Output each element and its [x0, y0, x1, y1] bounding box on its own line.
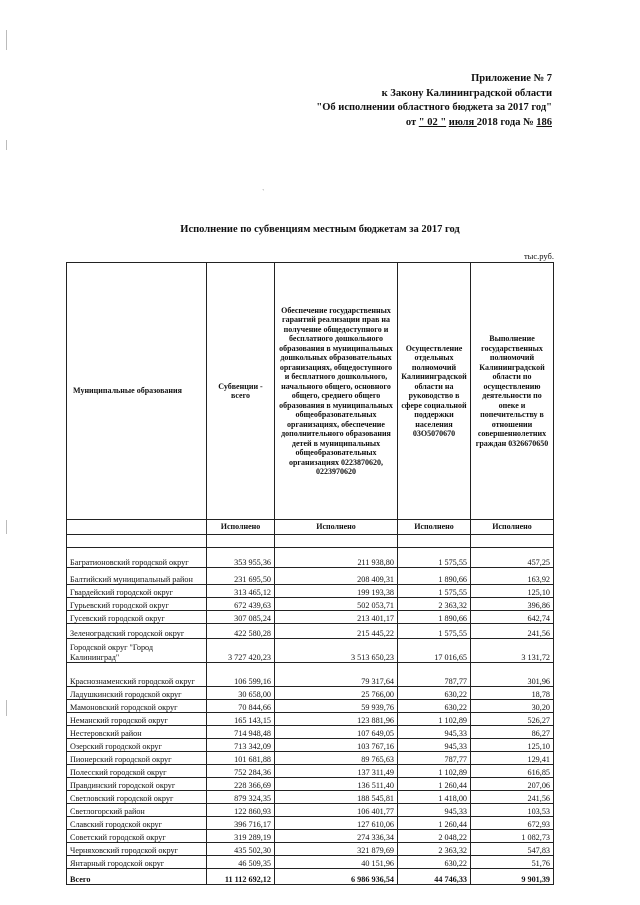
amount-cell: 787,77 — [398, 663, 471, 687]
table-header-row — [67, 263, 554, 520]
amount-cell: 79 317,64 — [275, 663, 398, 687]
amount-cell: 106 599,16 — [207, 663, 275, 687]
subheader-cell: Исполнено — [471, 520, 554, 535]
amount-cell: 103,53 — [471, 804, 554, 817]
amount-cell: 1 575,55 — [398, 548, 471, 568]
amount-cell: 30 658,00 — [207, 687, 275, 700]
appendix-law-ref: к Закону Калининградской области — [381, 87, 552, 99]
amount-cell: 9 901,39 — [471, 869, 554, 885]
table-row — [67, 663, 554, 687]
table-row — [67, 726, 554, 739]
amount-cell: 630,22 — [398, 687, 471, 700]
amount-cell: 396,86 — [471, 598, 554, 611]
table-row — [67, 700, 554, 713]
amount-cell: 2 363,32 — [398, 598, 471, 611]
header-social-support: Осуществление отдельных полномочий Калининградской области на руководство в сфере социальной поддержки населения 03О5070670 — [398, 263, 471, 520]
amount-cell: 213 401,17 — [275, 611, 398, 624]
municipality-name: Неманский городской округ — [67, 713, 207, 726]
scan-margin-marks — [6, 0, 8, 905]
table-row — [67, 713, 554, 726]
amount-cell: 526,27 — [471, 713, 554, 726]
amount-cell: 321 879,69 — [275, 843, 398, 856]
amount-cell: 616,85 — [471, 765, 554, 778]
amount-cell: 630,22 — [398, 856, 471, 869]
amount-cell: 46 509,35 — [207, 856, 275, 869]
table-row — [67, 624, 554, 639]
amount-cell: 457,25 — [471, 548, 554, 568]
amount-cell: 215 445,22 — [275, 624, 398, 639]
amount-cell: 199 193,38 — [275, 585, 398, 598]
amount-cell: 51,76 — [471, 856, 554, 869]
header-education: Обеспечение государственных гарантий реализации прав на получение общедоступного и бесплатного дошкольного образования в муниципальных дошкольных образовательных организациях, общедоступного и бесплатного дошкольного, начального общего, основного общего, среднего общего образования в муниципальных общеобразовательных организациях, обеспечение дополнительного образования детей в муниципальных общеобразовательных организациях 0223870620, 0223970620 — [275, 263, 398, 520]
amount-cell: 672,93 — [471, 817, 554, 830]
municipality-name: Городской округ "Город Калининград" — [67, 639, 207, 663]
table-row — [67, 830, 554, 843]
amount-cell: 1 890,66 — [398, 568, 471, 585]
municipality-name: Славский городской округ — [67, 817, 207, 830]
scan-artifact-mark: ` — [262, 188, 265, 197]
table-row — [67, 598, 554, 611]
table-row — [67, 639, 554, 663]
amount-cell: 422 580,28 — [207, 624, 275, 639]
amount-cell: 1 575,55 — [398, 624, 471, 639]
amount-cell: 1 418,00 — [398, 791, 471, 804]
amount-cell: 86,27 — [471, 726, 554, 739]
table-subheader-row — [67, 520, 554, 535]
amount-cell: 1 890,66 — [398, 611, 471, 624]
municipality-name: Светловский городской округ — [67, 791, 207, 804]
amount-cell: 125,10 — [471, 585, 554, 598]
amount-cell: 713 342,09 — [207, 739, 275, 752]
amount-cell: 11 112 692,12 — [207, 869, 275, 885]
amount-cell: 301,96 — [471, 663, 554, 687]
municipality-name: Правдинский городской округ — [67, 778, 207, 791]
municipality-name: Янтарный городской округ — [67, 856, 207, 869]
municipality-name: Зеленоградский городской округ — [67, 624, 207, 639]
municipality-name: Пионерский городской округ — [67, 752, 207, 765]
subheader-cell — [67, 520, 207, 535]
municipality-name: Озерский городской округ — [67, 739, 207, 752]
table-row — [67, 843, 554, 856]
header-municipality: Муниципальные образования — [67, 263, 207, 520]
table-row — [67, 585, 554, 598]
amount-cell: 642,74 — [471, 611, 554, 624]
amount-cell: 17 016,65 — [398, 639, 471, 663]
amount-cell: 2 048,22 — [398, 830, 471, 843]
amount-cell: 353 955,36 — [207, 548, 275, 568]
amount-cell: 945,33 — [398, 804, 471, 817]
amount-cell: 127 610,06 — [275, 817, 398, 830]
amount-cell: 313 465,12 — [207, 585, 275, 598]
amount-cell: 40 151,96 — [275, 856, 398, 869]
amount-cell: 274 336,34 — [275, 830, 398, 843]
municipality-name: Полесский городской округ — [67, 765, 207, 778]
table-body — [67, 535, 554, 885]
amount-cell: 211 938,80 — [275, 548, 398, 568]
spacer-row — [67, 535, 554, 548]
municipality-name: Всего — [67, 869, 207, 885]
table-row — [67, 765, 554, 778]
amount-cell: 44 746,33 — [398, 869, 471, 885]
amount-cell: 307 085,24 — [207, 611, 275, 624]
subheader-cell: Исполнено — [207, 520, 275, 535]
amount-cell: 752 284,36 — [207, 765, 275, 778]
amount-cell: 3 727 420,23 — [207, 639, 275, 663]
municipality-name: Балтийский муниципальный район — [67, 568, 207, 585]
header-total: Субвенции - всего — [207, 263, 275, 520]
amount-cell: 70 844,66 — [207, 700, 275, 713]
amount-cell: 547,83 — [471, 843, 554, 856]
amount-cell: 103 767,16 — [275, 739, 398, 752]
law-number: 186 — [536, 116, 552, 128]
municipality-name: Гурьевский городской округ — [67, 598, 207, 611]
appendix-header — [222, 72, 552, 130]
amount-cell: 1 260,44 — [398, 817, 471, 830]
amount-cell: 165 143,15 — [207, 713, 275, 726]
table-row — [67, 752, 554, 765]
municipality-name: Гвардейский городской округ — [67, 585, 207, 598]
amount-cell: 208 409,31 — [275, 568, 398, 585]
amount-cell: 136 511,40 — [275, 778, 398, 791]
municipality-name: Гусевский городской округ — [67, 611, 207, 624]
subventions-table — [66, 262, 554, 885]
table-row — [67, 856, 554, 869]
amount-cell: 879 324,35 — [207, 791, 275, 804]
amount-cell: 1 102,89 — [398, 713, 471, 726]
municipality-name: Краснознаменский городской округ — [67, 663, 207, 687]
amount-cell: 25 766,00 — [275, 687, 398, 700]
amount-cell: 18,78 — [471, 687, 554, 700]
amount-cell: 207,06 — [471, 778, 554, 791]
amount-cell: 30,20 — [471, 700, 554, 713]
date-month: июля — [448, 116, 477, 128]
amount-cell: 59 939,76 — [275, 700, 398, 713]
amount-cell: 435 502,30 — [207, 843, 275, 856]
table-row — [67, 778, 554, 791]
amount-cell: 241,56 — [471, 624, 554, 639]
header-guardianship: Выполнение государственных полномочий Калининградской области по осуществлению деятельности по опеке и попечительству в отношении совершеннолетних граждан 0326670650 — [471, 263, 554, 520]
amount-cell: 231 695,50 — [207, 568, 275, 585]
amount-cell: 89 765,63 — [275, 752, 398, 765]
total-row — [67, 869, 554, 885]
municipality-name: Советский городской округ — [67, 830, 207, 843]
table-row — [67, 804, 554, 817]
amount-cell: 396 716,17 — [207, 817, 275, 830]
amount-cell: 319 289,19 — [207, 830, 275, 843]
municipality-name: Светлогорский район — [67, 804, 207, 817]
amount-cell: 137 311,49 — [275, 765, 398, 778]
amount-cell: 714 948,48 — [207, 726, 275, 739]
amount-cell: 672 439,63 — [207, 598, 275, 611]
municipality-name: Багратионовский городской округ — [67, 548, 207, 568]
municipality-name: Нестеровский район — [67, 726, 207, 739]
municipality-name: Мамоновский городской округ — [67, 700, 207, 713]
amount-cell: 188 545,81 — [275, 791, 398, 804]
table-row — [67, 817, 554, 830]
amount-cell: 241,56 — [471, 791, 554, 804]
amount-cell: 3 513 650,23 — [275, 639, 398, 663]
date-prefix: от — [405, 116, 417, 128]
appendix-date-line — [222, 116, 552, 131]
amount-cell: 502 053,71 — [275, 598, 398, 611]
table-row — [67, 739, 554, 752]
appendix-law-title: "Об исполнении областного бюджета за 2017 год" — [316, 102, 552, 113]
amount-cell: 945,33 — [398, 726, 471, 739]
amount-cell: 1 102,89 — [398, 765, 471, 778]
date-day: " 02 " — [418, 116, 447, 128]
table-row — [67, 611, 554, 624]
amount-cell: 101 681,88 — [207, 752, 275, 765]
amount-cell: 123 881,96 — [275, 713, 398, 726]
amount-cell: 1 575,55 — [398, 585, 471, 598]
amount-cell: 787,77 — [398, 752, 471, 765]
amount-cell: 228 366,69 — [207, 778, 275, 791]
amount-cell: 1 260,44 — [398, 778, 471, 791]
table-row — [67, 568, 554, 585]
amount-cell: 630,22 — [398, 700, 471, 713]
subheader-cell: Исполнено — [275, 520, 398, 535]
amount-cell: 106 401,77 — [275, 804, 398, 817]
amount-cell: 129,41 — [471, 752, 554, 765]
table-row — [67, 687, 554, 700]
amount-cell: 6 986 936,54 — [275, 869, 398, 885]
table-row — [67, 791, 554, 804]
municipality-name: Черняховский городской округ — [67, 843, 207, 856]
table-row — [67, 548, 554, 568]
amount-cell: 122 860,93 — [207, 804, 275, 817]
amount-cell: 163,92 — [471, 568, 554, 585]
amount-cell: 3 131,72 — [471, 639, 554, 663]
amount-cell: 2 363,32 — [398, 843, 471, 856]
amount-cell: 107 649,05 — [275, 726, 398, 739]
municipality-name: Ладушкинский городской округ — [67, 687, 207, 700]
date-year: 2018 года № — [476, 116, 534, 128]
units-label: тыс.руб. — [523, 251, 554, 261]
amount-cell: 125,10 — [471, 739, 554, 752]
amount-cell: 1 082,73 — [471, 830, 554, 843]
amount-cell: 945,33 — [398, 739, 471, 752]
document-title: Исполнение по субвенциям местным бюджетам за 2017 год — [180, 224, 460, 235]
subheader-cell: Исполнено — [398, 520, 471, 535]
appendix-number: Приложение № 7 — [471, 73, 552, 84]
